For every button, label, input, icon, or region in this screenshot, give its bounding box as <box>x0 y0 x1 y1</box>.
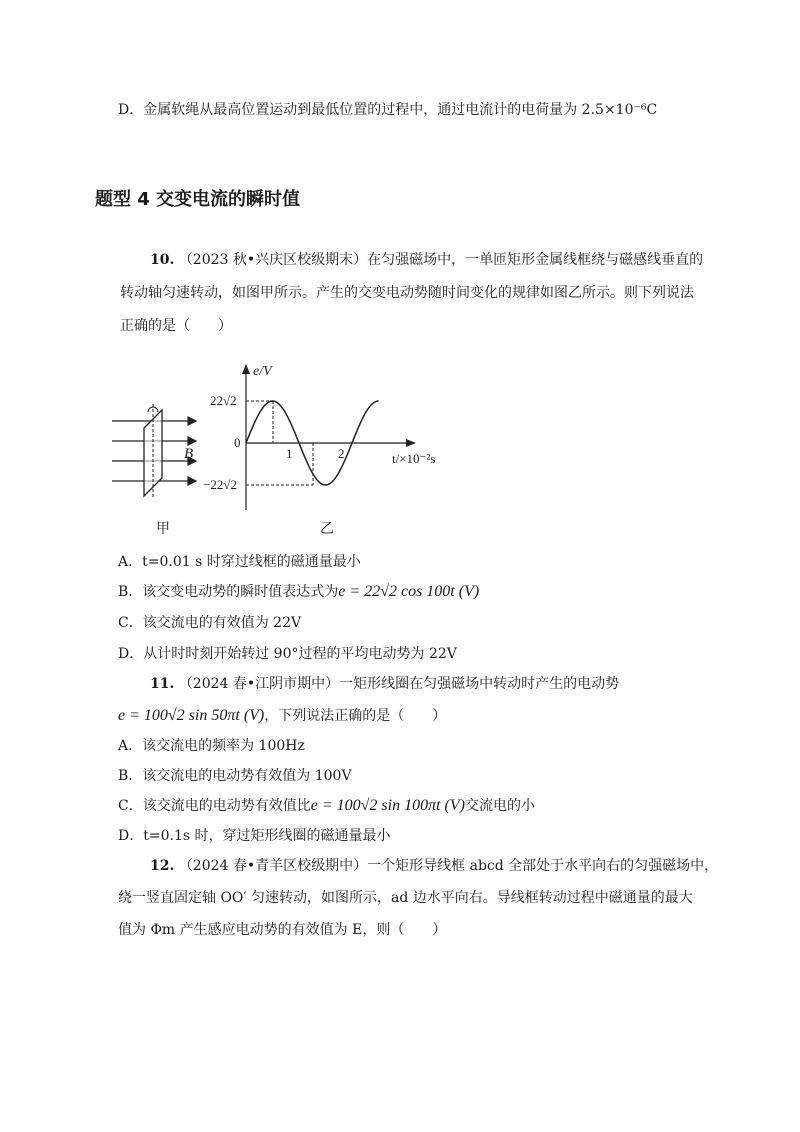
q10-line1 <box>150 250 703 270</box>
q10-line3: 正确的是（ ） <box>120 318 232 334</box>
b-field-label: B <box>184 446 194 462</box>
q11-option-c <box>118 796 535 816</box>
arrow-head <box>188 477 196 485</box>
q10-option-b-formula: e = 22√2 cos 100t (V) <box>338 583 480 600</box>
q11-option-b: B．该交流电的电动势有效值为 100V <box>118 768 352 784</box>
q12-line3: 值为 Φm 产生感应电动势的有效值为 E，则（ ） <box>118 922 447 938</box>
x-tick-1: 1 <box>286 446 293 461</box>
previous-option-d: D．金属软绳从最高位置运动到最低位置的过程中，通过电流计的电荷量为 2.5×10⁻⁶C <box>118 102 658 118</box>
x-tick-2: 2 <box>338 446 345 461</box>
caption-yi: 乙 <box>320 521 334 537</box>
figure-yi <box>203 364 435 510</box>
y-axis-arrow <box>242 364 250 374</box>
y-min-label: −22√2 <box>203 477 237 492</box>
q11-option-a: A．该交流电的频率为 100Hz <box>118 738 305 754</box>
q11-line1 <box>150 674 619 694</box>
caption-jia: 甲 <box>156 521 170 537</box>
q11-formula: e = 100√2 sin 50πt (V) <box>118 707 265 724</box>
x-axis-arrow <box>406 439 416 447</box>
q10-figure <box>100 360 480 510</box>
q10-option-a: A．t=0.01 s 时穿过线框的磁通量最小 <box>118 554 361 570</box>
q10-number: 10. <box>150 252 175 268</box>
q11-line2 <box>118 706 446 726</box>
q12-line1 <box>150 856 718 876</box>
arrow-head <box>188 417 196 425</box>
q12-number: 12. <box>150 858 175 874</box>
q11-number: 11. <box>150 676 175 692</box>
q10-stem-1: （2023 秋•兴庆区校级期末）在匀强磁场中，一单匝矩形金属线框绕与磁感线垂直的 <box>178 252 704 268</box>
q11-option-c-formula: e = 100√2 sin 100πt (V) <box>310 797 465 814</box>
section-heading: 题型 4 交变电流的瞬时值 <box>95 189 301 210</box>
q10-option-d: D．从计时时刻开始转过 90°过程的平均电动势为 22V <box>118 646 457 662</box>
q11-option-c-text: C．该交流电的电动势有效值比 <box>118 798 311 814</box>
q10-option-c: C．该交流电的有效值为 22V <box>118 615 302 631</box>
y-max-label: 22√2 <box>210 393 237 408</box>
q12-line2: 绕一竖直固定轴 OO′ 匀速转动，如图所示，ad 边水平向右。导线框转动过程中磁通量的最大 <box>118 890 693 906</box>
y-axis-label: e/V <box>253 364 272 379</box>
q11-stem-2: ，下列说法正确的是（ ） <box>264 708 447 724</box>
arrow-head <box>188 437 196 445</box>
q11-option-d: D．t=0.1s 时，穿过矩形线圈的磁通量最小 <box>118 828 391 844</box>
x-axis-label: t/×10⁻²s <box>392 451 436 466</box>
figure-jia <box>112 404 196 498</box>
q11-stem-1: （2024 春•江阴市期中）一矩形线圈在匀强磁场中转动时产生的电动势 <box>178 676 620 692</box>
q10-option-b <box>118 582 479 602</box>
q11-option-c-suffix: 交流电的小 <box>464 798 535 814</box>
coil-frame <box>144 410 162 496</box>
q10-line2: 转动轴匀速转动，如图甲所示。产生的交变电动势随时间变化的规律如图乙所示。则下列说法 <box>120 285 694 301</box>
q12-stem-1: （2024 春•青羊区校级期中）一个矩形导线框 abcd 全部处于水平向右的匀强磁场中， <box>178 858 719 874</box>
q10-option-b-text: B．该交变电动势的瞬时值表达式为 <box>118 584 339 600</box>
origin-label: 0 <box>234 435 241 450</box>
